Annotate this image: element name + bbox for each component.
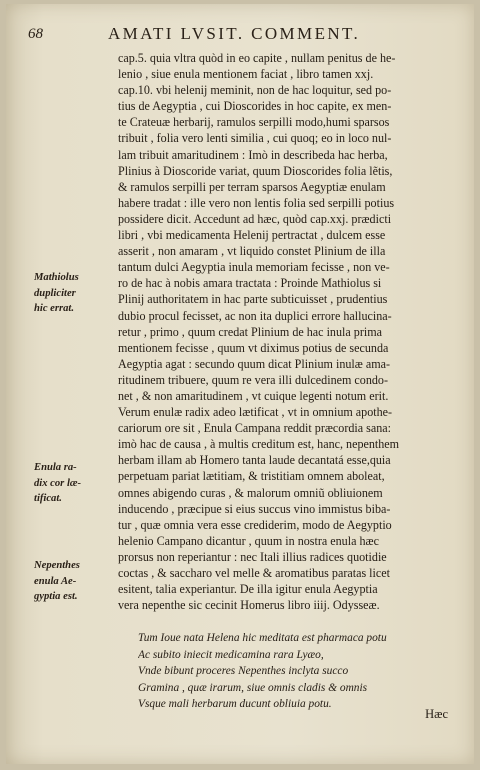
- text-line: net , & non amaritudinem , vt cuique legenti notum erit.: [118, 388, 389, 403]
- text-line: herbam illam ab Homero tanta laude decantatá esse,quia: [118, 453, 391, 468]
- text-line: dubio procul fecisset, ac non ita duplici errore hallucina-: [118, 308, 392, 323]
- marginal-note-line: dupliciter: [34, 287, 76, 299]
- marginal-note-line: enula Ae-: [34, 575, 77, 587]
- text-line: ritudinem tribuere, quum re vera illi dulcedinem condo-: [118, 372, 389, 387]
- text-line: helenio Campano dicantur , quum in nostra enula hæc: [118, 533, 379, 548]
- marginal-note-nepenthes: [34, 558, 118, 605]
- text-line: tur , quæ omnia vera esse crediderim, modo de Aegyptio: [118, 517, 392, 532]
- verse-line: Gramina , quæ irarum, siue omnis cladis & omnis: [138, 681, 368, 694]
- text-line: asserit , non amaram , vt liquido constet Plinium de illa: [118, 244, 386, 259]
- catchword: Hæc: [425, 707, 448, 721]
- verse-line: Vnde bibunt proceres Nepenthes inclyta succo: [138, 665, 349, 678]
- text-line: prorsus non reperiantur : nec Itali illius radices quotidie: [118, 549, 387, 564]
- text-line: te Crateuæ herbarij, ramulos serpilli modo,humi sparsos: [118, 115, 390, 130]
- text-line: possidere dicit. Accedunt ad hæc, quòd cap.xxj. prædicti: [118, 211, 392, 226]
- text-line: esitent, talia experiantur. De illa igitur enula Aegyptia: [118, 582, 378, 597]
- verse-line: Ac subito iniecit medicamina rara Lyæo,: [138, 648, 324, 661]
- text-line: lam tribuit amaritudinem : Imò in describeda hac herba,: [118, 147, 388, 162]
- verse-line: Vsque mali herbarum ducunt obliuia potu.: [138, 698, 332, 711]
- text-line: tribuit , folia vero lenti similia , cui quoq; eo in loco nul-: [118, 131, 392, 146]
- text-line: vera nepenthe sic cecinit Homerus libro iiij. Odysseæ.: [118, 598, 380, 613]
- text-line: tius de Aegyptia , cui Dioscorides in hoc capite, ex men-: [118, 99, 392, 114]
- text-line: perpetuam pariat lætitiam, & tristitiam omnem aboleat,: [118, 469, 385, 484]
- text-line: Verum enulæ radix adeo lætificat , vt in omnium apothe-: [118, 405, 393, 420]
- marginal-note-enula-radix: [34, 460, 118, 507]
- marginal-note-mathiolus: [34, 270, 118, 317]
- text-line: imò hac de causa , à multis creditum est, hanc, nepenthem: [118, 437, 400, 452]
- text-line: coctas , & saccharo vel melle & aromatibus paratas licet: [118, 566, 390, 580]
- text-line: libri , vbi medicamenta Helenij pertractat , dulcem esse: [118, 228, 386, 243]
- marginal-note-line: dix cor læ-: [34, 477, 82, 489]
- text-line: lenio , siue enula mentionem faciat , libro tamen xxj.: [118, 67, 374, 82]
- text-line: Aegyptia agat : secundo quum dicat Plinium inulæ ama-: [118, 356, 391, 371]
- text-line: cap.10. vbi helenij meminit, non de hac loquitur, sed po-: [118, 83, 392, 98]
- marginal-note-line: Mathiolus: [34, 272, 79, 283]
- text-line: & ramulos serpilli per terram sparsos Aegyptiæ enulam: [118, 179, 386, 194]
- text-line: Plinij authoritatem in hac parte subticuisset , prudentius: [118, 292, 388, 307]
- text-line: habere tradat : ille vero non lentis folia sed serpilli potius: [118, 195, 395, 210]
- page-header: [28, 24, 468, 46]
- main-text: [118, 50, 464, 613]
- text-line: cariorum ore sit , Enula Campana reddit præcordia sana:: [118, 421, 392, 436]
- verse-line: Tum Ioue nata Helena hic meditata est pharmaca potu: [138, 632, 387, 644]
- verse-quotation: [138, 630, 468, 713]
- marginal-note-line: gyptia est.: [34, 591, 78, 603]
- running-head: AMATI LVSIT. COMMENT.: [108, 24, 361, 43]
- text-line: omnes abigendo curas , & malorum omniũ obliuionem: [118, 485, 383, 500]
- text-line: inducendo , præcipue si eius succus vino immistus biba-: [118, 501, 391, 516]
- text-line: ro de hac à nobis amara tractata : Proinde Mathiolus si: [118, 276, 382, 291]
- marginal-note-line: Nepenthes: [34, 560, 80, 571]
- text-line: cap.5. quia vltra quòd in eo capite , nullam penitus de he-: [118, 51, 396, 65]
- book-page: [6, 4, 474, 764]
- marginal-note-line: hic errat.: [34, 303, 75, 315]
- text-line: tantum dulci Aegyptia inula memoriam fecisse , non ve-: [118, 260, 390, 275]
- page-number: 68: [28, 26, 43, 42]
- text-line: Plinius à Dioscoride variat, quum Dioscorides folia lẽtis,: [118, 163, 393, 178]
- marginal-note-line: tificat.: [34, 493, 62, 505]
- marginal-note-line: Enula ra-: [34, 462, 77, 473]
- text-line: mentionem fecisse , quum vt diximus potius de secunda: [118, 340, 389, 355]
- text-line: retur , primo , quum credat Plinium de hac inula prima: [118, 324, 382, 339]
